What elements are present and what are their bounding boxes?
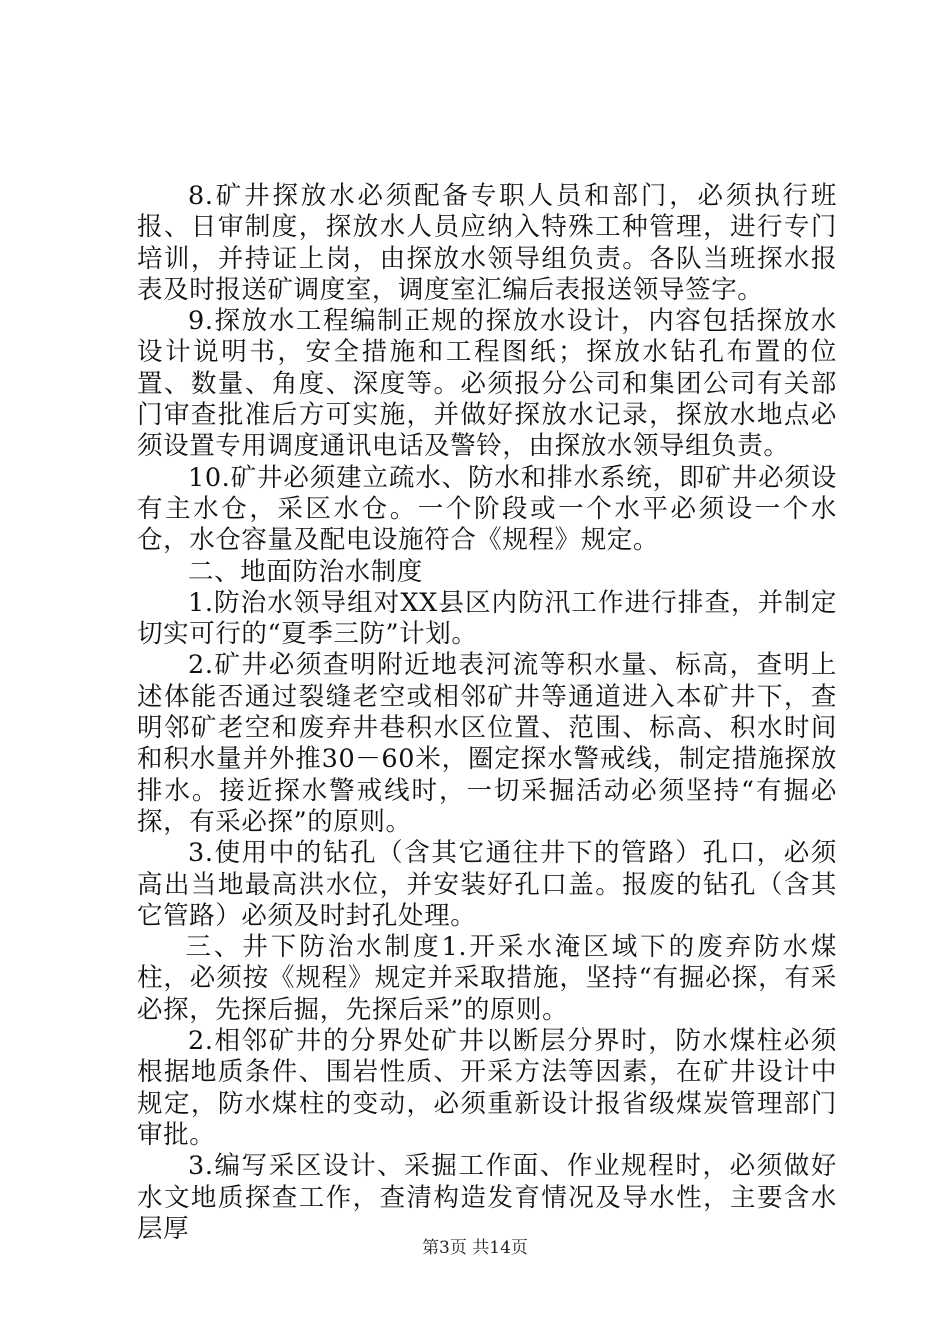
paragraph-ground-3: 3.使用中的钻孔（含其它通往井下的管路）孔口，必须高出当地最高洪水位，并安装好孔口盖。报废的钻孔（含其它管路）必须及时封孔处理。 <box>137 838 837 931</box>
paragraph-underground-3: 3.编写采区设计、采掘工作面、作业规程时，必须做好水文地质探查工作，查清构造发育情况及导水性，主要含水层厚 <box>137 1151 837 1244</box>
paragraph-ground-2: 2.矿井必须查明附近地表河流等积水量、标高，查明上述体能否通过裂缝老空或相邻矿井等通道进入本矿井下，查明邻矿老空和废弃井巷积水区位置、范围、标高、积水时间和积水量并外推30－60米，圈定探水警戒线，制定措施探放排水。接近探水警戒线时，一切采掘活动必须坚持“有掘必探，有采必探”的原则。 <box>137 650 837 837</box>
paragraph-10: 10.矿井必须建立疏水、防水和排水系统，即矿井必须设有主水仓，采区水仓。一个阶段或一个水平必须设一个水仓，水仓容量及配电设施符合《规程》规定。 <box>137 462 837 556</box>
section-heading-ground-water-control: 二、地面防治水制度 <box>188 556 423 587</box>
paragraph-ground-1: 1.防治水领导组对XX县区内防汛工作进行排查，并制定切实可行的“夏季三防”计划。 <box>137 587 837 650</box>
paragraph-underground-2: 2.相邻矿井的分界处矿井以断层分界时，防水煤柱必须根据地质条件、围岩性质、开采方法等因素，在矿井设计中规定，防水煤柱的变动，必须重新设计报省级煤炭管理部门审批。 <box>137 1026 837 1150</box>
body-text <box>137 181 837 1245</box>
paragraph-8: 8.矿井探放水必须配备专职人员和部门，必须执行班报、日审制度，探放水人员应纳入特殊工种管理，进行专门培训，并持证上岗，由探放水领导组负责。各队当班探水报表及时报送矿调度室，调度室汇编后表报送领导签字。 <box>137 181 837 305</box>
paragraph-9: 9.探放水工程编制正规的探放水设计，内容包括探放水设计说明书，安全措施和工程图纸；探放水钻孔布置的位置、数量、角度、深度等。必须报分公司和集团公司有关部门审查批准后方可实施，并做好探放水记录，探放水地点必须设置专用调度通讯电话及警铃，由探放水领导组负责。 <box>137 306 837 462</box>
section-heading-underground-water-control: 三、井下防治水制度1.开采水淹区域下的废弃防水煤柱，必须按《规程》规定并采取措施，坚持“有掘必探，有采必探，先探后掘，先探后采”的原则。 <box>137 932 837 1025</box>
page-number-footer: 第3页 共14页 <box>422 1238 528 1258</box>
